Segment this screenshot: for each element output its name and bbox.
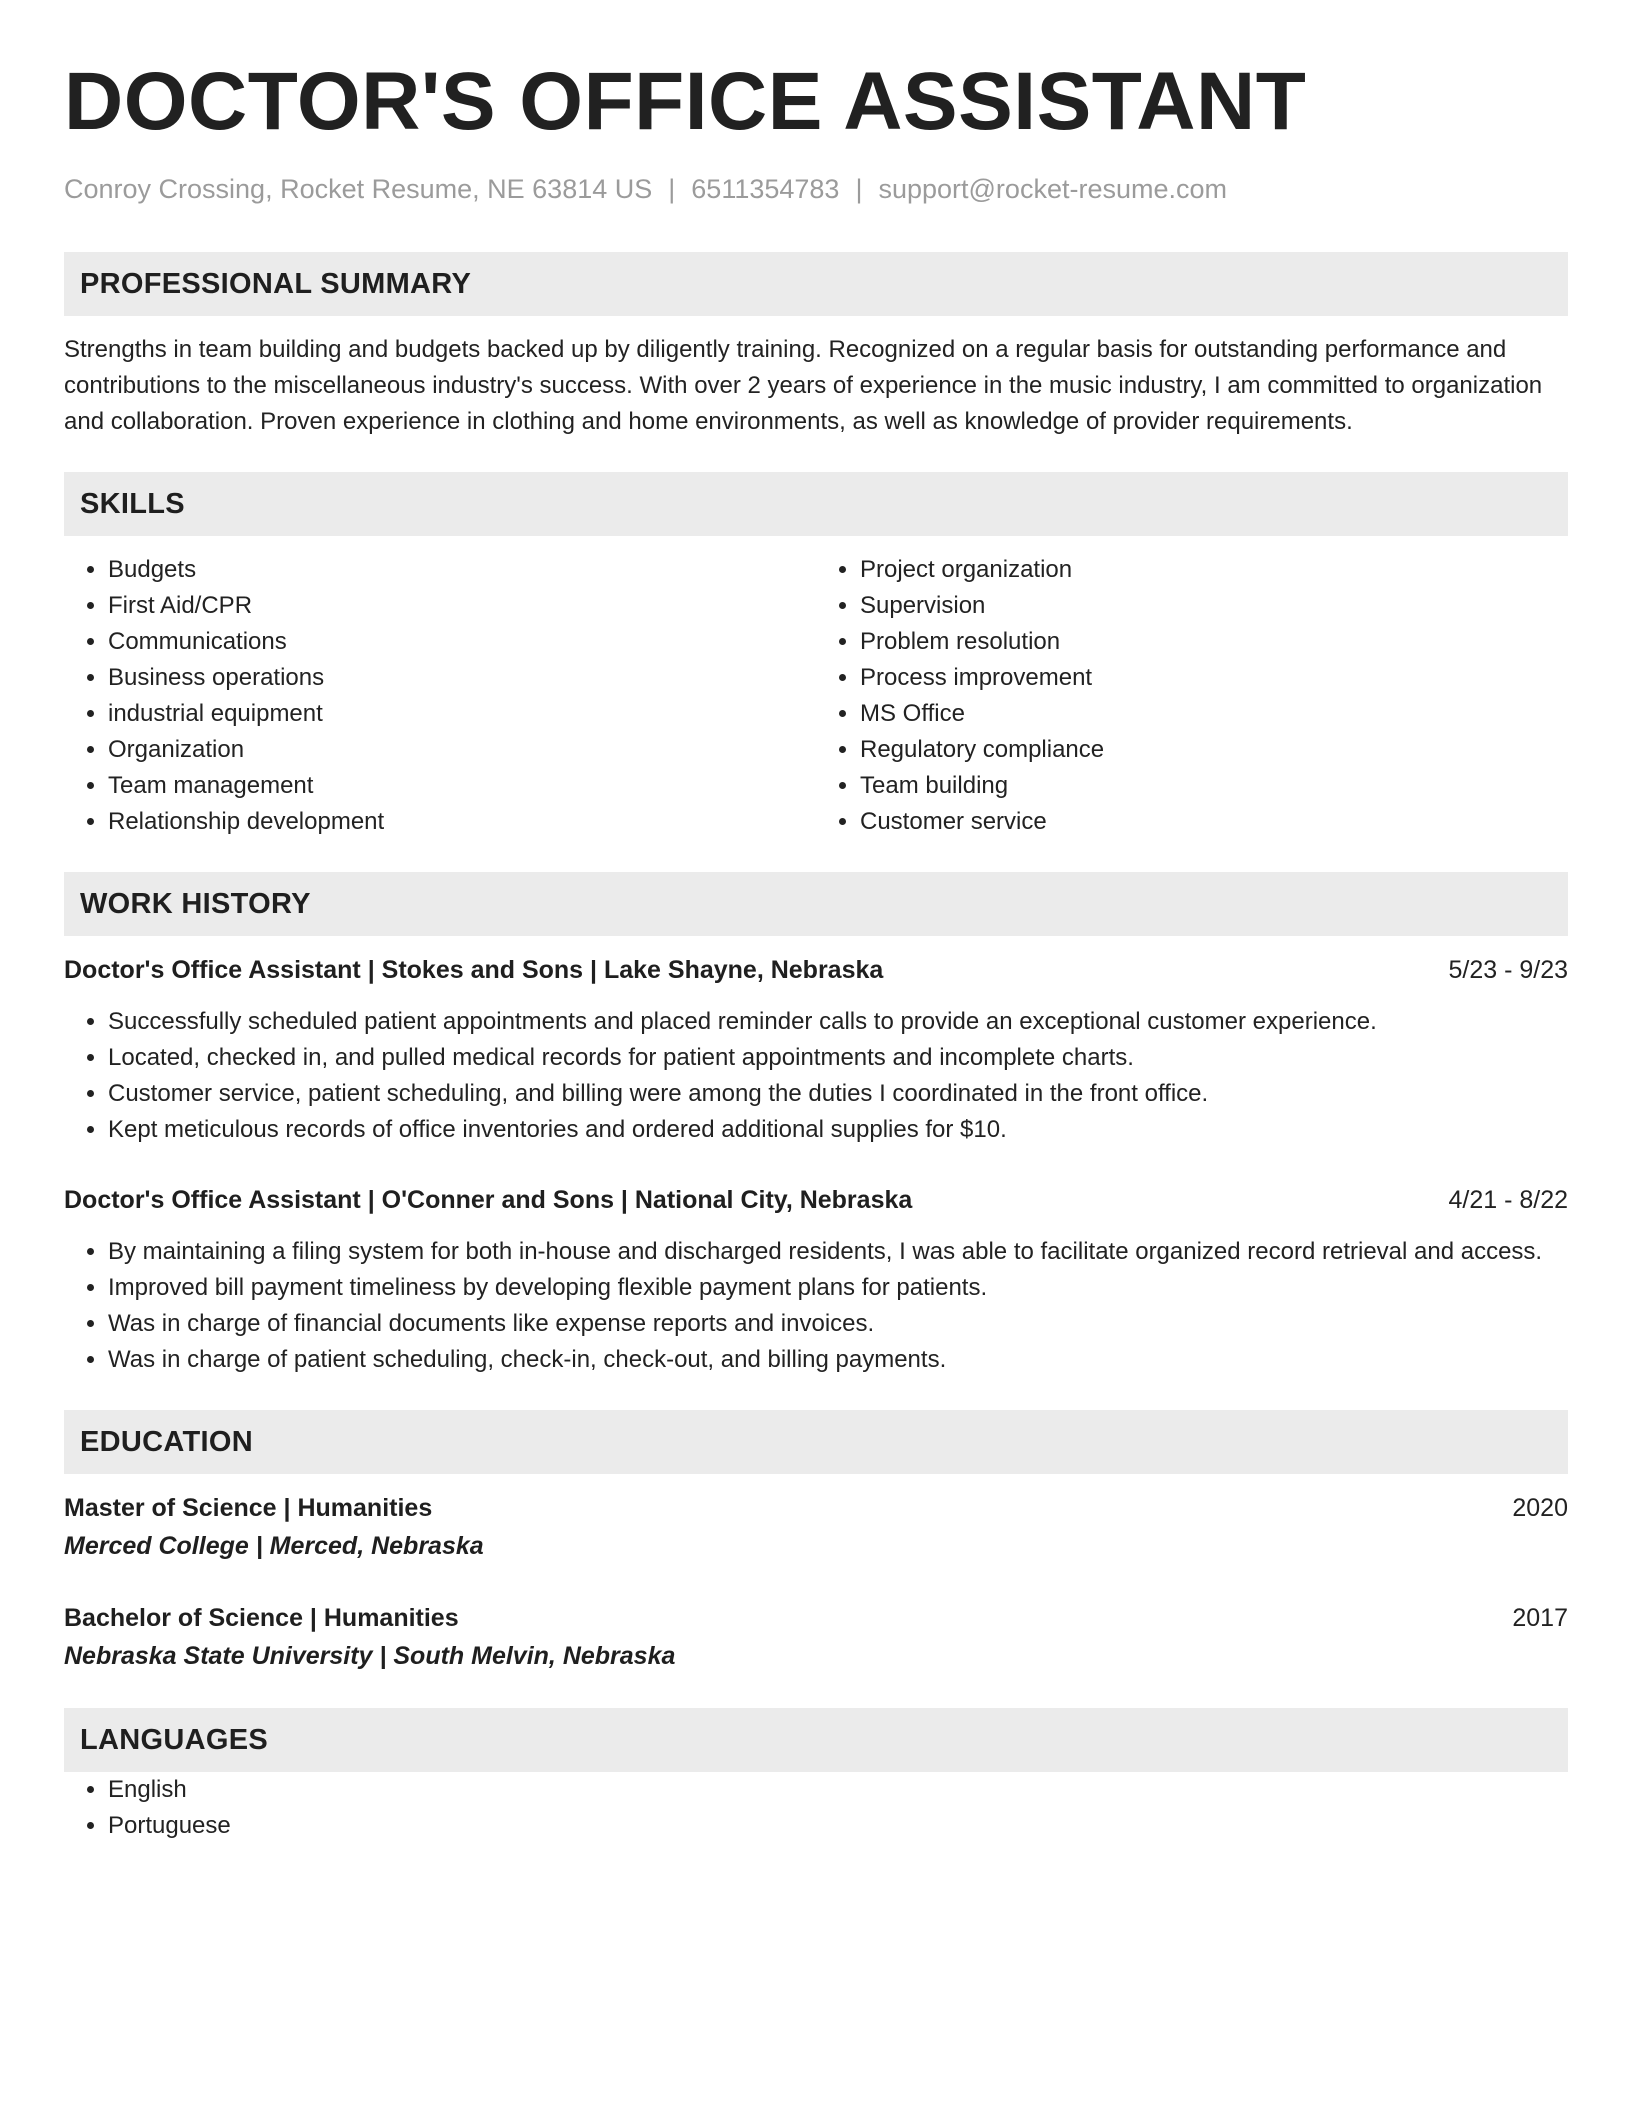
skill-item: • industrial equipment xyxy=(108,696,816,732)
skill-item: • First Aid/CPR xyxy=(108,588,816,624)
job-dates: 4/21 - 8/22 xyxy=(1448,1186,1568,1214)
work-entry-header xyxy=(64,952,1568,988)
school: Nebraska State University | South Melvin, Nebraska xyxy=(64,1642,676,1670)
candidate-name: DOCTOR'S OFFICE ASSISTANT xyxy=(64,56,1307,147)
summary-text: Strengths in team building and budgets backed up by diligently training. Recognized on a regular basis for outstanding performance and contributions to the miscellaneous industry's success. With over 2 years of experience in the music industry, I am committed to organization and collaboration. Proven experience in clothing and home environments, as well as knowledge of provider requirements. xyxy=(64,336,1543,435)
section-title-skills: SKILLS xyxy=(64,472,1568,536)
contact-address: Conroy Crossing, Rocket Resume, NE 63814 US xyxy=(64,174,653,204)
education-entry-header xyxy=(64,1490,1568,1526)
skill-item: • Team management xyxy=(108,768,816,804)
skill-item: • Process improvement xyxy=(860,660,1568,696)
work-entry xyxy=(64,952,1568,1148)
languages-section xyxy=(64,1708,1568,1844)
job-heading: Doctor's Office Assistant | Stokes and Sons | Lake Shayne, Nebraska xyxy=(64,956,884,984)
degree: Bachelor of Science | Humanities xyxy=(64,1604,459,1632)
work-entry xyxy=(64,1182,1568,1378)
education-entry xyxy=(64,1600,1568,1676)
skills-section xyxy=(64,472,1568,840)
skill-item: • Communications xyxy=(108,624,816,660)
job-bullets xyxy=(64,1004,1568,1148)
contact-email: support@rocket-resume.com xyxy=(878,174,1227,204)
contact-phone: 6511354783 xyxy=(691,174,840,204)
language-item: • English xyxy=(108,1772,1568,1808)
job-bullet: • Located, checked in, and pulled medical records for patient appointments and incomplete charts. xyxy=(108,1040,1568,1076)
section-title-summary: PROFESSIONAL SUMMARY xyxy=(64,252,1568,316)
skill-item: • Regulatory compliance xyxy=(860,732,1568,768)
skill-item: • Budgets xyxy=(108,552,816,588)
job-bullet: • Successfully scheduled patient appointments and placed reminder calls to provide an exceptional customer experience. xyxy=(108,1004,1568,1040)
education-section xyxy=(64,1410,1568,1676)
contact-separator: | xyxy=(855,174,863,204)
skill-item: • Supervision xyxy=(860,588,1568,624)
job-bullet: • Customer service, patient scheduling, and billing were among the duties I coordinated in the front office. xyxy=(108,1076,1568,1112)
contact-line xyxy=(64,172,1568,206)
job-bullet: • Improved bill payment timeliness by developing flexible payment plans for patients. xyxy=(108,1270,1568,1306)
degree: Master of Science | Humanities xyxy=(64,1494,433,1522)
contact-separator: | xyxy=(668,174,676,204)
skill-item: • Customer service xyxy=(860,804,1568,840)
skills-list-left xyxy=(64,552,816,840)
skill-item: • Problem resolution xyxy=(860,624,1568,660)
education-entry xyxy=(64,1490,1568,1566)
graduation-year: 2017 xyxy=(1512,1604,1568,1632)
work-entry-header xyxy=(64,1182,1568,1218)
education-entry-header xyxy=(64,1600,1568,1636)
skill-item: • Team building xyxy=(860,768,1568,804)
work-history-section xyxy=(64,872,1568,1378)
skill-item: • Organization xyxy=(108,732,816,768)
job-bullet: • Was in charge of financial documents like expense reports and invoices. xyxy=(108,1306,1568,1342)
skill-item: • MS Office xyxy=(860,696,1568,732)
skill-item: • Business operations xyxy=(108,660,816,696)
graduation-year: 2020 xyxy=(1512,1494,1568,1522)
job-bullet: • Kept meticulous records of office inventories and ordered additional supplies for $10. xyxy=(108,1112,1568,1148)
section-title-education: EDUCATION xyxy=(64,1410,1568,1474)
job-heading: Doctor's Office Assistant | O'Conner and Sons | National City, Nebraska xyxy=(64,1186,913,1214)
skill-item: • Project organization xyxy=(860,552,1568,588)
languages-list xyxy=(64,1772,1568,1844)
job-dates: 5/23 - 9/23 xyxy=(1448,956,1568,984)
skills-list-right xyxy=(816,552,1568,840)
section-title-languages: LANGUAGES xyxy=(64,1708,1568,1772)
job-bullets xyxy=(64,1234,1568,1378)
skills-grid xyxy=(64,552,1568,840)
skill-item: • Relationship development xyxy=(108,804,816,840)
job-bullet: • Was in charge of patient scheduling, check-in, check-out, and billing payments. xyxy=(108,1342,1568,1378)
language-item: • Portuguese xyxy=(108,1808,1568,1844)
section-title-work-history: WORK HISTORY xyxy=(64,872,1568,936)
job-bullet: • By maintaining a filing system for both in-house and discharged residents, I was able to facilitate organized record retrieval and access. xyxy=(108,1234,1568,1270)
school: Merced College | Merced, Nebraska xyxy=(64,1532,484,1560)
